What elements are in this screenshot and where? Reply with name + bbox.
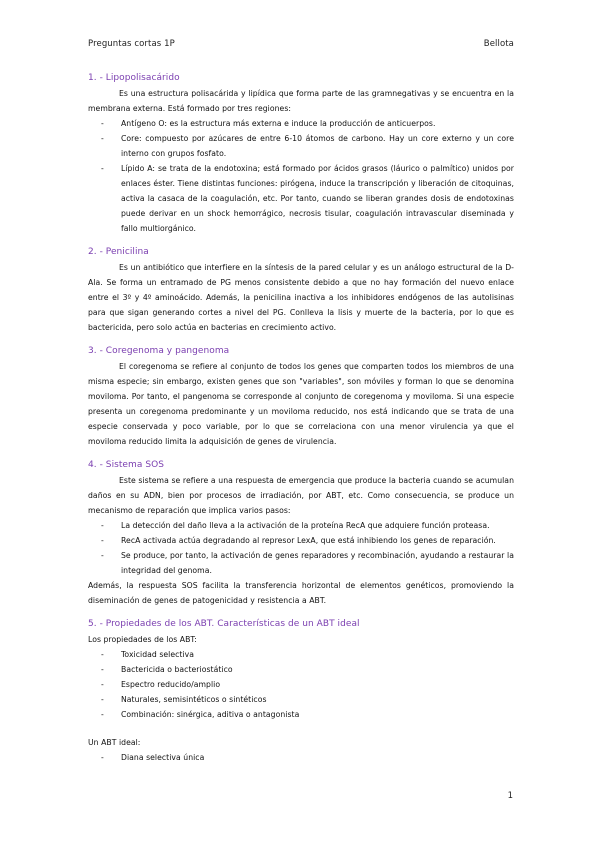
list-item: - Espectro reducido/amplio [101,680,221,689]
page-number: 1 [507,791,513,801]
section-coregenoma [88,344,514,449]
section-title: 4. - Sistema SOS [88,460,164,470]
bullet-list [88,116,514,236]
list-item: - Toxicidad selectiva [101,650,195,659]
section-propiedades-abt [88,617,514,765]
document-body [88,71,514,774]
list-item: - La detección del daño lleva a la activación de la proteína RecA que adquiere función proteasa. [101,521,490,530]
section-title: 3. - Coregenoma y pangenoma [88,346,230,356]
page-header-right: Bellota [483,39,514,49]
section-penicilina [88,245,514,335]
list-item: - Se produce, por tanto, la activación de genes reparadores y recombinación, ayudando a restaurar la integridad del genoma. [101,551,514,575]
section-sistema-sos [88,458,514,608]
section-title: 2. - Penicilina [88,247,149,257]
list-item: - Core: compuesto por azúcares de entre 6-10 átomos de carbono. Hay un core externo y un core interno con grupos fosfato. [101,134,514,158]
bullet-list [88,647,514,722]
list-item: - Bactericida o bacteriostático [101,665,233,674]
list-item: - Combinación: sinérgica, aditiva o antagonista [101,710,300,719]
section-title: 1. - Lipopolisacárido [88,73,180,83]
section-paragraph: Un ABT ideal: [88,738,141,747]
bullet-list [88,750,514,765]
section-paragraph: Este sistema se refiere a una respuesta de emergencia que produce la bacteria cuando se acumulan daños en su ADN, bien por procesos de irradiación, por ABT, etc. Como consecuencia, se produce un mecanismo de reparación que implica varios pasos: [88,476,514,515]
section-lipopolisacarido [88,71,514,236]
section-paragraph: Además, la respuesta SOS facilita la transferencia horizontal de elementos genéticos, promoviendo la diseminación de genes de patogenicidad y resistencia a ABT. [88,581,514,605]
list-item: - Antígeno O: es la estructura más externa e induce la producción de anticuerpos. [101,119,436,128]
list-item: - Naturales, semisintéticos o sintéticos [101,695,267,704]
list-item: - Lípido A: se trata de la endotoxina; está formado por ácidos grasos (láurico o palmítico) unidos por enlaces éster. Tiene distintas funciones: pirógena, induce la transcripción y liberación de citoquinas, activa la casaca de la coagulación, etc. Por tanto, cuando se liberan grandes dosis de endotoxinas puede derivar en un shock hemorrágico, necrosis tisular, coagulación intravascular diseminada y fallo multiorgánico. [101,164,514,233]
section-paragraph: Los propiedades de los ABT: [88,635,197,644]
section-paragraph: El coregenoma se refiere al conjunto de todos los genes que comparten todos los miembros de una misma especie; sin embargo, existen genes que son "variables", son móviles y forman lo que se denomina moviloma. Por tanto, el pangenoma se corresponde al conjunto de coregenoma y moviloma. Si una especie presenta un coregenoma predominante y un moviloma reducido, nos está indicando que se trata de una especie conservada y poco variable, por lo que se correlaciona con una menor virulencia ya que el moviloma reducido limita la adquisición de genes de virulencia. [88,362,514,446]
section-paragraph: Es un antibiótico que interfiere en la síntesis de la pared celular y es un análogo estructural de la D-Ala. Se forma un entramado de PG menos consistente debido a que no hay formación del nuevo enlace entre el 3º y 4º aminoácido. Además, la penicilina inactiva a los inhibidores endógenos de las autolisinas para que sigan generando cortes a nivel del PG. Conlleva la lisis y muerte de la bacteria, por lo que es bactericida, pero solo actúa en bacterias en crecimiento activo. [88,263,514,332]
bullet-list [88,518,514,578]
list-item: - RecA activada actúa degradando al represor LexA, que está inhibiendo los genes de reparación. [101,536,496,545]
section-paragraph: Es una estructura polisacárida y lipídica que forma parte de las gramnegativas y se encuentra en la membrana externa. Está formado por tres regiones: [88,89,514,113]
list-item: - Diana selectiva única [101,753,205,762]
page-header-left: Preguntas cortas 1P [88,39,175,49]
section-title: 5. - Propiedades de los ABT. Características de un ABT ideal [88,619,360,629]
